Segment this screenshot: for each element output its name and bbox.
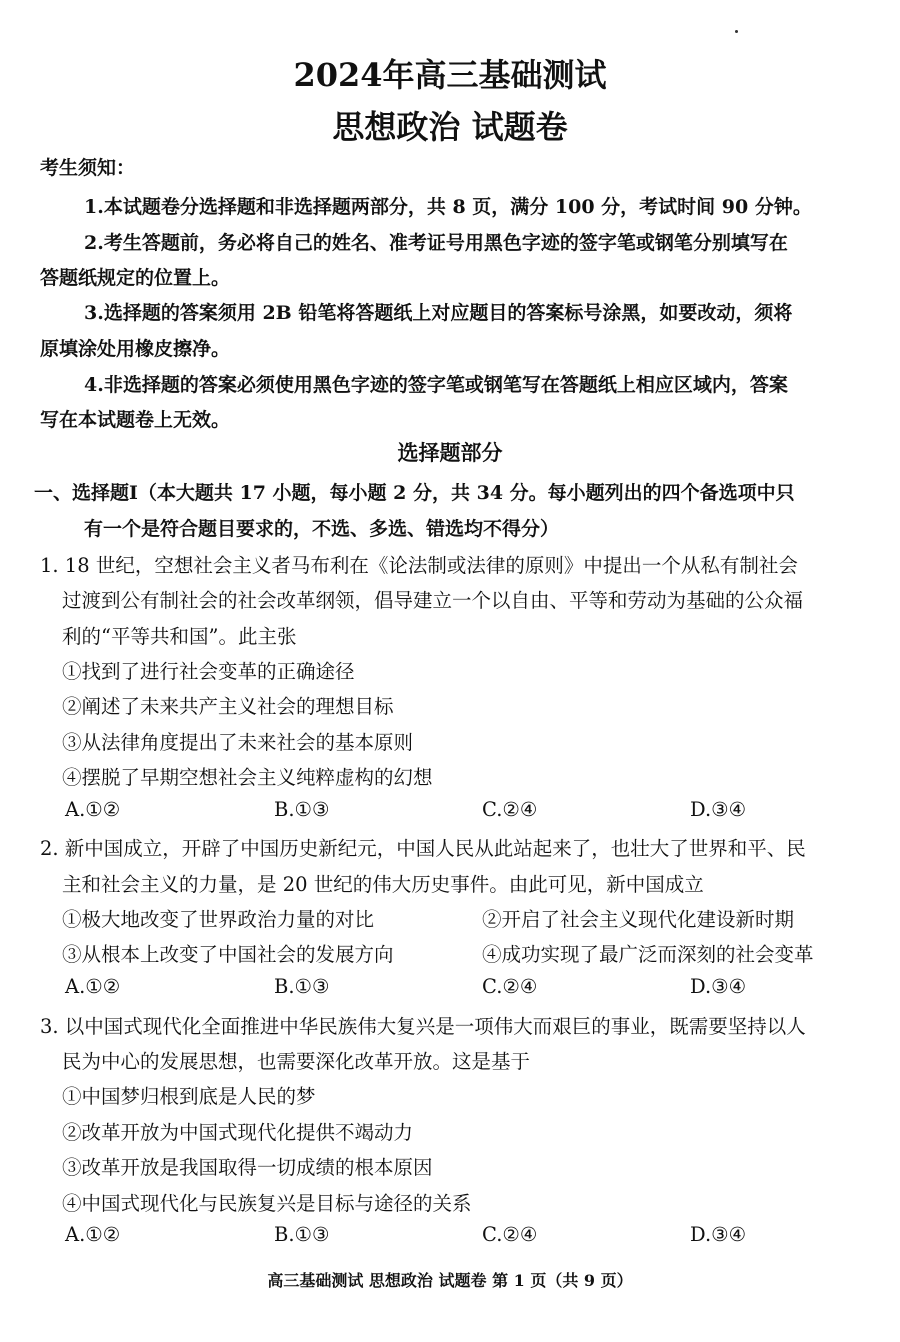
statement-option: ①找到了进行社会变革的正确途径 [62,660,355,683]
answer-choice-c: C.②④ [482,1223,538,1246]
notice-line: 写在本试题卷上无效。 [40,409,231,431]
answer-choice-d: D.③④ [690,975,747,998]
answer-choice-b: B.①③ [274,1223,330,1246]
answer-choice-c: C.②④ [482,798,538,821]
notice-heading: 考生须知： [40,157,136,179]
answer-choice-a: A.①② [65,1223,121,1246]
statement-option: ③从根本上改变了中国社会的发展方向 [62,943,394,966]
part-heading-line1: 一、选择题Ⅰ（本大题共 17 小题，每小题 2 分，共 34 分。每小题列出的四个备选项中只 [34,482,795,504]
answer-choice-c: C.②④ [482,975,538,998]
question-stem-line: 主和社会主义的力量，是 20 世纪的伟大历史事件。由此可见，新中国成立 [62,873,704,896]
scan-speck [735,30,738,33]
statement-option: ①中国梦归根到底是人民的梦 [62,1085,316,1108]
answer-choice-d: D.③④ [690,798,747,821]
answer-choice-b: B.①③ [274,798,330,821]
statement-option: ③从法律角度提出了未来社会的基本原则 [62,731,414,754]
statement-option: ③改革开放是我国取得一切成绩的根本原因 [62,1156,433,1179]
page-footer: 高三基础测试 思想政治 试题卷 第 1 页（共 9 页） [267,1271,633,1290]
notice-line: 2.考生答题前，务必将自己的姓名、准考证号用黑色字迹的签字笔或钢笔分别填写在 [84,232,788,254]
statement-option: ②改革开放为中国式现代化提供不竭动力 [62,1121,414,1144]
question-stem-line: 过渡到公有制社会的社会改革纲领，倡导建立一个以自由、平等和劳动为基础的公众福 [62,589,804,612]
question-stem-line: 利的“平等共和国”。此主张 [62,625,297,648]
answer-choice-a: A.①② [65,975,121,998]
statement-option: ④成功实现了最广泛而深刻的社会变革 [482,943,814,966]
statement-option: ②阐述了未来共产主义社会的理想目标 [62,695,394,718]
answer-choice-d: D.③④ [690,1223,747,1246]
notice-line: 3.选择题的答案须用 2B 铅笔将答题纸上对应题目的答案标号涂黑，如要改动，须将 [84,302,793,324]
question-stem-line: 1. 18 世纪，空想社会主义者马布利在《论法制或法律的原则》中提出一个从私有制社会 [40,554,798,577]
statement-option: ④摆脱了早期空想社会主义纯粹虚构的幻想 [62,766,433,789]
exam-title-subject: 思想政治 试题卷 [332,108,568,146]
section-title: 选择题部分 [397,440,503,465]
answer-choice-a: A.①② [65,798,121,821]
question-stem-line: 3. 以中国式现代化全面推进中华民族伟大复兴是一项伟大而艰巨的事业，既需要坚持以人 [40,1015,806,1038]
notice-line: 原填涂处用橡皮擦净。 [40,338,231,360]
answer-choice-b: B.①③ [274,975,330,998]
notice-line: 1.本试题卷分选择题和非选择题两部分，共 8 页，满分 100 分，考试时间 90 分钟。 [84,196,812,218]
question-stem-line: 2. 新中国成立，开辟了中国历史新纪元，中国人民从此站起来了，也壮大了世界和平、民 [40,837,806,860]
statement-option: ②开启了社会主义现代化建设新时期 [482,908,795,931]
notice-line: 答题纸规定的位置上。 [40,267,231,289]
exam-title-year: 2024年高三基础测试 [293,56,607,94]
statement-option: ①极大地改变了世界政治力量的对比 [62,908,375,931]
notice-line: 4.非选择题的答案必须使用黑色字迹的签字笔或钢笔写在答题纸上相应区域内，答案 [84,374,788,396]
question-stem-line: 民为中心的发展思想，也需要深化改革开放。这是基于 [62,1050,531,1073]
statement-option: ④中国式现代化与民族复兴是目标与途径的关系 [62,1192,472,1215]
part-heading-line2: 有一个是符合题目要求的，不选、多选、错选均不得分） [84,518,560,540]
